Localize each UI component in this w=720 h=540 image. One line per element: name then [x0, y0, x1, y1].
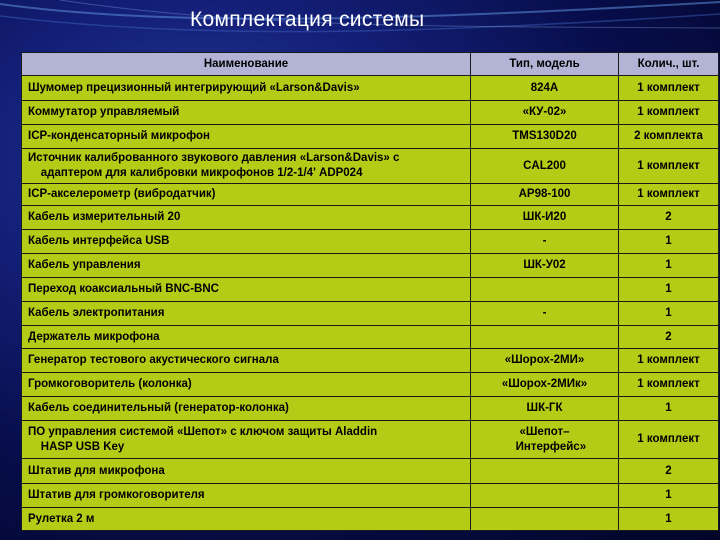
cell-quantity: 1 комплект [619, 184, 719, 206]
cell-quantity: 1 комплект [619, 76, 719, 101]
cell-quantity: 1 комплект [619, 421, 719, 459]
table-row [22, 76, 719, 101]
table-row [22, 373, 719, 397]
table-row [22, 149, 719, 184]
cell-quantity: 2 [619, 459, 719, 484]
cell-quantity: 1 [619, 484, 719, 508]
cell-type [471, 484, 619, 508]
cell-type: «Шепот– Интерфейс» [471, 421, 619, 459]
cell-name: Рулетка 2 м [22, 508, 471, 531]
table-row [22, 125, 719, 149]
column-header-type: Тип, модель [471, 53, 619, 76]
table-row [22, 349, 719, 373]
cell-type: 824A [471, 76, 619, 101]
cell-name: Штатив для громкоговорителя [22, 484, 471, 508]
table-row [22, 254, 719, 278]
table-row [22, 484, 719, 508]
cell-name: Кабель измерительный 20 [22, 206, 471, 230]
table-row [22, 206, 719, 230]
cell-quantity: 1 комплект [619, 101, 719, 125]
cell-name: Кабель управления [22, 254, 471, 278]
cell-type: - [471, 230, 619, 254]
table-row [22, 459, 719, 484]
cell-name: Кабель электропитания [22, 302, 471, 326]
table-header-row [22, 53, 719, 76]
cell-quantity: 2 [619, 326, 719, 349]
table-row [22, 278, 719, 302]
cell-name: Кабель интерфейса USB [22, 230, 471, 254]
cell-name: Источник калиброванного звукового давления «Larson&Davis» с адаптером для калибровки микрофонов 1/2-1/4' ADP024 [22, 149, 471, 184]
cell-name: Генератор тестового акустического сигнала [22, 349, 471, 373]
cell-name: ICP-конденсаторный микрофон [22, 125, 471, 149]
cell-quantity: 1 [619, 254, 719, 278]
cell-name: Переход коаксиальный BNC-BNC [22, 278, 471, 302]
cell-type: «Шорох-2МИк» [471, 373, 619, 397]
cell-quantity: 1 [619, 508, 719, 531]
cell-name: ICP-акселерометр (вибродатчик) [22, 184, 471, 206]
cell-name: Держатель микрофона [22, 326, 471, 349]
cell-name: Коммутатор управляемый [22, 101, 471, 125]
table-row [22, 421, 719, 459]
cell-quantity: 1 комплект [619, 149, 719, 184]
cell-type: AP98-100 [471, 184, 619, 206]
cell-quantity: 1 комплект [619, 373, 719, 397]
table-body [22, 76, 719, 531]
cell-quantity: 2 комплекта [619, 125, 719, 149]
table-row [22, 302, 719, 326]
cell-name: Кабель соединительный (генератор-колонка) [22, 397, 471, 421]
cell-type: «Шорох-2МИ» [471, 349, 619, 373]
table-row [22, 230, 719, 254]
table-row [22, 326, 719, 349]
equipment-table [21, 52, 719, 531]
table-row [22, 184, 719, 206]
cell-type: - [471, 302, 619, 326]
cell-type [471, 278, 619, 302]
cell-type: ШК-У02 [471, 254, 619, 278]
cell-quantity: 1 [619, 302, 719, 326]
cell-name: Шумомер прецизионный интегрирующий «Larson&Davis» [22, 76, 471, 101]
cell-type: TMS130D20 [471, 125, 619, 149]
cell-quantity: 1 [619, 397, 719, 421]
page-title: Комплектация системы [190, 8, 425, 31]
cell-type: ШК-ГК [471, 397, 619, 421]
table-row [22, 101, 719, 125]
table-row [22, 508, 719, 531]
table-row [22, 397, 719, 421]
cell-name: ПО управления системой «Шепот» с ключом защиты Aladdin HASP USB Key [22, 421, 471, 459]
cell-quantity: 2 [619, 206, 719, 230]
cell-quantity: 1 [619, 278, 719, 302]
cell-quantity: 1 комплект [619, 349, 719, 373]
cell-type [471, 459, 619, 484]
column-header-quantity: Колич., шт. [619, 53, 719, 76]
cell-quantity: 1 [619, 230, 719, 254]
cell-name: Штатив для микрофона [22, 459, 471, 484]
cell-type [471, 508, 619, 531]
cell-type: «КУ-02» [471, 101, 619, 125]
cell-name: Громкоговоритель (колонка) [22, 373, 471, 397]
cell-type [471, 326, 619, 349]
cell-type: CAL200 [471, 149, 619, 184]
cell-type: ШК-И20 [471, 206, 619, 230]
column-header-name: Наименование [22, 53, 471, 76]
